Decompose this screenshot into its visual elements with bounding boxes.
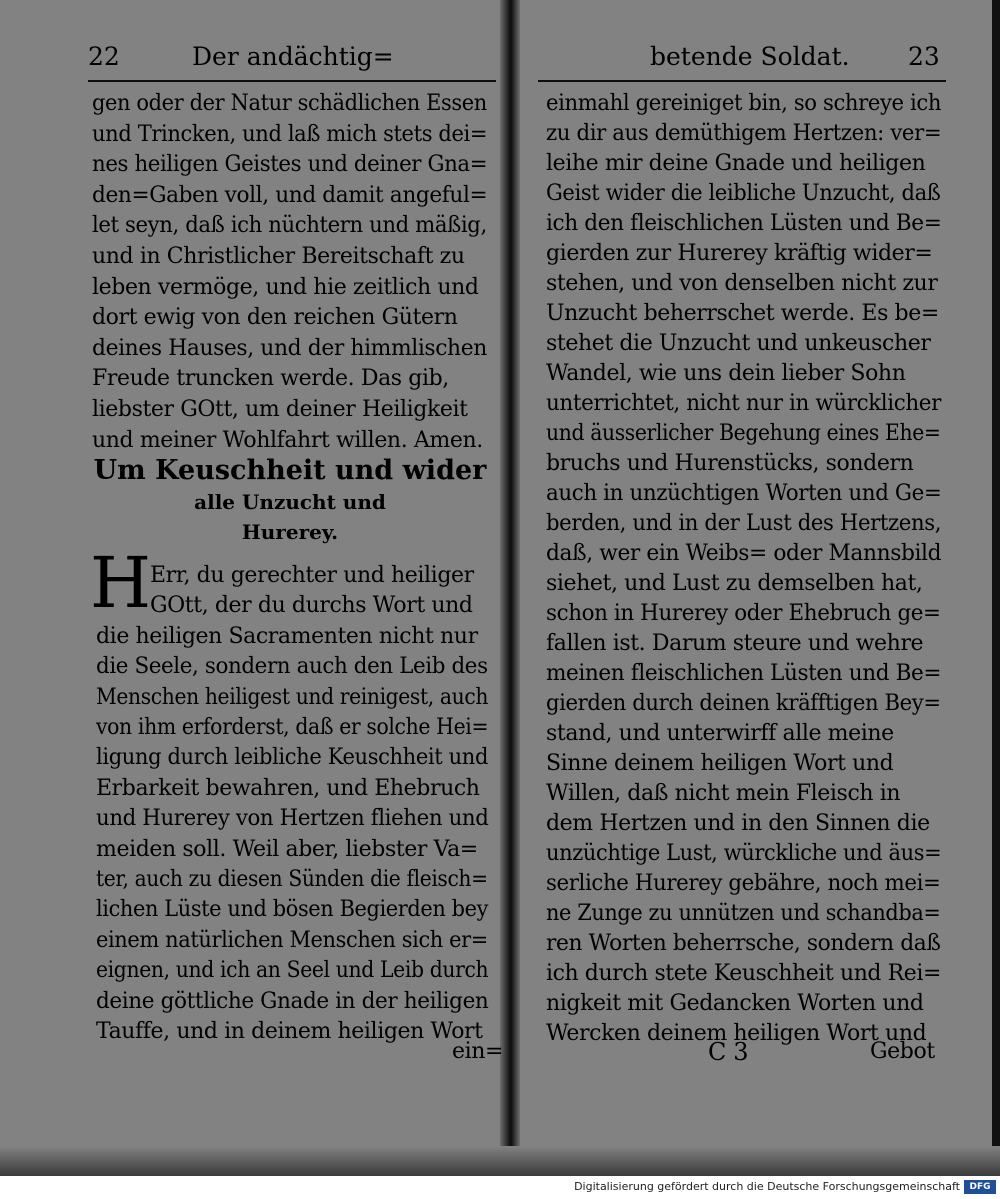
footer-credit: Digitalisierung gefördert durch die Deutsche Forschungsgemeinschaft (574, 1180, 960, 1193)
text-line: Menschen heiligest und reinigest, auch (96, 684, 489, 710)
left-header-rule (88, 80, 496, 82)
text-line: Erbarkeit bewahren, und Ehebruch (96, 775, 480, 801)
text-line: meiden soll. Weil aber, liebster Va= (96, 836, 478, 862)
text-line: stand, und unterwirff alle meine (546, 721, 894, 746)
text-line: lichen Lüste und bösen Begierden bey (96, 897, 489, 923)
text-line: liebster GOtt, um deiner Heiligkeit (92, 397, 468, 422)
right-catchword: Gebot (870, 1039, 935, 1064)
left-running-head: Der andächtig= (192, 42, 394, 71)
text-line: Freude truncken werde. Das gib, (92, 366, 449, 392)
right-page-number: 23 (908, 42, 940, 71)
section-heading-line2: alle Unzucht und (194, 490, 386, 514)
text-line: und äusserlicher Begehung eines Ehe= (546, 421, 941, 446)
text-line: stehet die Unzucht und unkeuscher (546, 331, 931, 356)
text-line: ligung durch leibliche Keuschheit und (96, 745, 489, 771)
text-line: leihe mir deine Gnade und heiligen (546, 151, 926, 176)
text-line: ich durch stete Keuschheit und Rei= (546, 961, 941, 986)
text-line: stehen, und von denselben nicht zur (546, 271, 938, 296)
text-line: meinen fleischlichen Lüsten und Be= (546, 661, 942, 686)
signature-mark: C 3 (708, 1038, 749, 1066)
text-line: daß, wer ein Weibs= oder Mannsbild (546, 541, 942, 566)
text-line: ren Worten beherrsche, sondern daß (546, 931, 941, 956)
text-line: zu dir aus demüthigem Hertzen: ver= (546, 121, 942, 146)
text-line: siehet, und Lust zu demselben hat, (546, 571, 923, 596)
text-line: eignen, und ich an Seel und Leib durch (96, 958, 489, 984)
text-line: gen oder der Natur schädlichen Essen (92, 91, 487, 116)
right-running-head: betende Soldat. (650, 42, 850, 71)
text-line: und Trincken, und laß mich stets dei= (92, 121, 488, 147)
text-line: schon in Hurerey oder Ehebruch ge= (546, 601, 941, 626)
text-line: Willen, daß nicht mein Fleisch in (546, 781, 901, 806)
text-line: Wercken deinem heiligen Wort und (546, 1021, 927, 1046)
text-line: Sinne deinem heiligen Wort und (546, 751, 894, 776)
text-line: berden, und in der Lust des Hertzens, (546, 511, 942, 536)
page-edge-right (992, 0, 1000, 1176)
text-line: unzüchtige Lust, würckliche und äus= (546, 841, 942, 866)
text-line: serliche Hurerey gebähre, noch mei= (546, 871, 941, 896)
text-line: GOtt, der du durchs Wort und (150, 593, 473, 619)
text-line: bruchs und Hurenstücks, sondern (546, 451, 914, 476)
text-line: Wandel, wie uns dein lieber Sohn (546, 361, 906, 386)
text-line: Unzucht beherrschet werde. Es be= (546, 301, 939, 326)
text-line: Err, du gerechter und heiliger (150, 563, 474, 588)
text-line: ne Zunge zu unnützen und schandba= (546, 901, 941, 926)
text-line: dem Hertzen und in den Sinnen die (546, 811, 930, 836)
text-line: leben vermöge, und hie zeitlich und (92, 274, 479, 300)
drop-cap: H (90, 542, 152, 624)
dfg-logo: DFG (964, 1180, 996, 1194)
text-line: auch in unzüchtigen Worten und Ge= (546, 481, 942, 506)
text-line: unterrichtet, nicht nur in würcklicher (546, 391, 941, 416)
text-line: ter, auch zu diesen Sünden die fleisch= (96, 867, 488, 892)
text-line: den=Gaben voll, und damit angeful= (92, 182, 488, 208)
text-line: dort ewig von den reichen Gütern (92, 305, 458, 331)
text-line: die heiligen Sacramenten nicht nur (96, 623, 478, 649)
text-line: die Seele, sondern auch den Leib des (96, 654, 488, 680)
text-line: nes heiligen Geistes und deiner Gna= (92, 152, 488, 178)
text-line: gierden zur Hurerey kräftig wider= (546, 241, 933, 266)
left-catchword: ein= (452, 1039, 504, 1064)
text-line: Tauffe, und in deinem heiligen Wort (96, 1019, 483, 1044)
right-header-rule (538, 80, 946, 82)
page-edge-bottom (0, 1146, 1000, 1176)
text-line: und Hurerey von Hertzen fliehen und (96, 806, 489, 832)
section-heading-line3: Hurerey. (241, 520, 339, 544)
text-line: fallen ist. Darum steure und wehre (546, 631, 924, 656)
text-line: deines Hauses, und der himmlischen (92, 335, 487, 361)
text-line: und in Christlicher Bereitschaft zu (92, 244, 465, 269)
text-line: und meiner Wohlfahrt willen. Amen. (92, 427, 483, 453)
text-line: einmahl gereiniget bin, so schreye ich (546, 91, 942, 116)
left-page-number: 22 (88, 42, 120, 71)
text-line: nigkeit mit Gedancken Worten und (546, 991, 924, 1016)
text-line: gierden durch deinen kräfftigen Bey= (546, 691, 941, 716)
section-heading-line1: Um Keuschheit und wider (93, 455, 487, 486)
book-gutter (500, 0, 520, 1176)
text-line: Geist wider die leibliche Unzucht, daß (546, 181, 941, 206)
text-line: let seyn, daß ich nüchtern und mäßig, (92, 213, 487, 239)
text-line: einem natürlichen Menschen sich er= (96, 927, 488, 953)
text-line: von ihm erforderst, daß er solche Hei= (96, 715, 489, 740)
text-line: deine göttliche Gnade in der heiligen (96, 988, 489, 1014)
text-line: ich den fleischlichen Lüsten und Be= (546, 211, 942, 236)
